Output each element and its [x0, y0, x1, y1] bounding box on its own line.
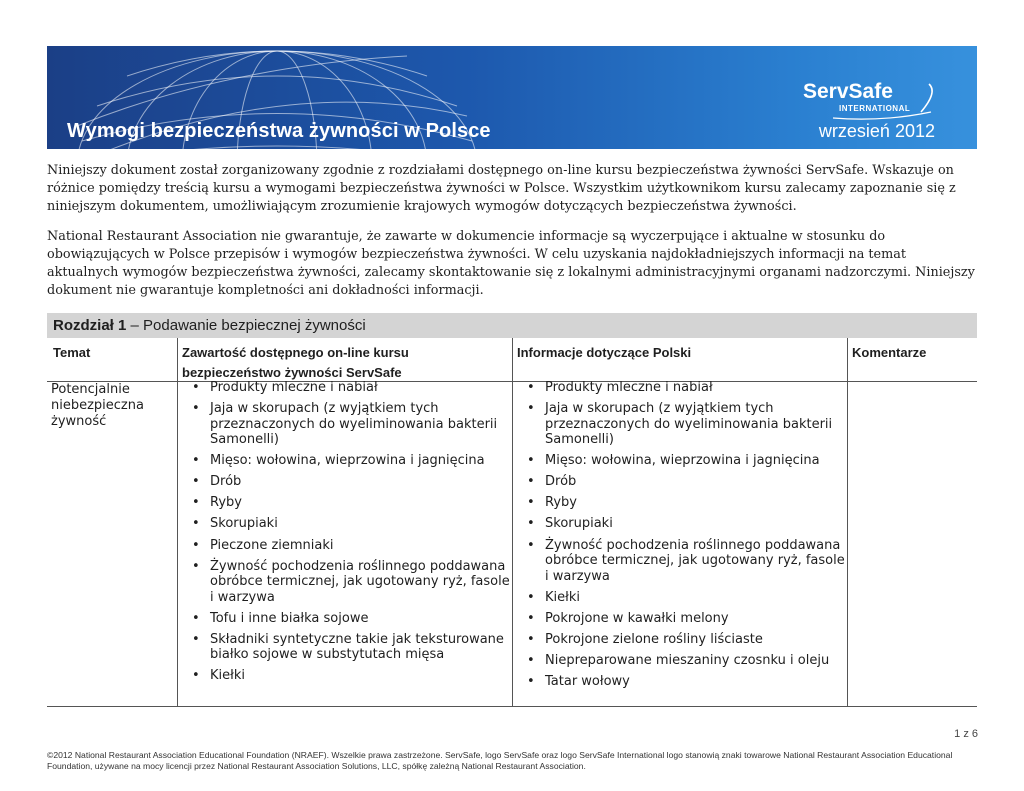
- course-items-list: [192, 380, 510, 690]
- column-header-topic: Temat: [53, 345, 91, 360]
- document-date: wrzesień 2012: [818, 121, 935, 141]
- list-item: • Żywność pochodzenia roślinnego poddawana obróbce termicznej, jak ugotowany ryż, fasole i warzywa: [527, 538, 845, 585]
- requirements-table: [47, 338, 977, 707]
- list-item: • Drób: [527, 474, 845, 490]
- list-item: • Niepreparowane mieszaniny czosnku i oleju: [527, 653, 845, 669]
- list-item: • Kiełki: [527, 590, 845, 606]
- list-item: • Pokrojone w kawałki melony: [527, 611, 845, 627]
- header-banner: [47, 46, 977, 149]
- list-item: • Mięso: wołowina, wieprzowina i jagnięcina: [192, 453, 510, 469]
- list-item: • Składniki syntetyczne takie jak teksturowane białko sojowe w substytutach mięsa: [192, 632, 510, 663]
- list-item: • Skorupiaki: [527, 516, 845, 532]
- list-item: • Produkty mleczne i nabiał: [527, 380, 845, 396]
- column-header-comments: Komentarze: [852, 345, 927, 360]
- list-item: • Ryby: [527, 495, 845, 511]
- column-header-course: Zawartość dostępnego on-line kursu bezpieczeństwo żywności ServSafe: [182, 345, 409, 380]
- page-title: Wymogi bezpieczeństwa żywności w Polsce: [67, 120, 491, 142]
- disclaimer-paragraph: National Restaurant Association nie gwarantuje, że zawarte w dokumencie informacje są wyczerpujące i aktualne w stosunku do obowiązujących w Polsce przepisów i wymogów bezpieczeństwa żywności. W celu uzyskania najdokładniejszych informacji na temat aktualnych wymogów bezpieczeństwa żywności, zalecamy skontaktowanie się z lokalnymi administracyjnymi organami nadzorczymi. Niniejszy dokument nie gwarantuje kompletności ani dokładności informacji.: [47, 229, 975, 298]
- list-item: • Produkty mleczne i nabiał: [192, 380, 510, 396]
- poland-items-list: [527, 380, 845, 695]
- page-number: 1 z 6: [954, 728, 978, 740]
- section-number: Rozdział 1: [53, 317, 127, 334]
- list-item: • Jaja w skorupach (z wyjątkiem tych przeznaczonych do wyeliminowania bakterii Samonelli): [527, 401, 845, 448]
- row-topic: Potencjalnie niebezpieczna żywność: [51, 382, 144, 429]
- list-item: • Skorupiaki: [192, 516, 510, 532]
- list-item: • Mięso: wołowina, wieprzowina i jagnięcina: [527, 453, 845, 469]
- list-item: • Żywność pochodzenia roślinnego poddawana obróbce termicznej, jak ugotowany ryż, fasole i warzywa: [192, 559, 510, 606]
- list-item: • Drób: [192, 474, 510, 490]
- logo-wordmark: ServSafe: [803, 80, 893, 103]
- section-title: – Podawanie bezpiecznej żywności: [126, 317, 366, 334]
- list-item: • Pieczone ziemniaki: [192, 538, 510, 554]
- copyright-footer: ©2012 National Restaurant Association Educational Foundation (NRAEF). Wszelkie prawa zastrzeżone. ServSafe, logo ServSafe oraz logo ServSafe International logo stanowią znaki towarowe National Restaurant Association Educational Foundation, używane na mocy licencji przez National Restaurant Association Solutions, LLC, spółkę zależną National Restaurant Association.: [47, 750, 953, 771]
- column-comments: [847, 338, 977, 706]
- section-header: [47, 313, 977, 338]
- list-item: • Kiełki: [192, 668, 510, 684]
- list-item: • Pokrojone zielone rośliny liściaste: [527, 632, 845, 648]
- list-item: • Ryby: [192, 495, 510, 511]
- list-item: • Tatar wołowy: [527, 674, 845, 690]
- list-item: • Jaja w skorupach (z wyjątkiem tych przeznaczonych do wyeliminowania bakterii Samonelli): [192, 401, 510, 448]
- logo-subtitle: INTERNATIONAL: [839, 104, 911, 113]
- list-item: • Tofu i inne białka sojowe: [192, 611, 510, 627]
- intro-paragraph: Niniejszy dokument został zorganizowany zgodnie z rozdziałami dostępnego on-line kursu bezpieczeństwa żywności ServSafe. Wskazuje on różnice pomiędzy treścią kursu a wymogami bezpieczeństwa żywności w Polsce. Wszystkim użytkownikom kursu zalecamy zapoznanie się z niniejszym dokumentem, umożliwiającym zrozumienie krajowych wymogów dotyczących bezpieczeństwa żywności.: [47, 163, 956, 214]
- column-header-poland: Informacje dotyczące Polski: [517, 345, 692, 360]
- servsafe-logo: [803, 82, 953, 122]
